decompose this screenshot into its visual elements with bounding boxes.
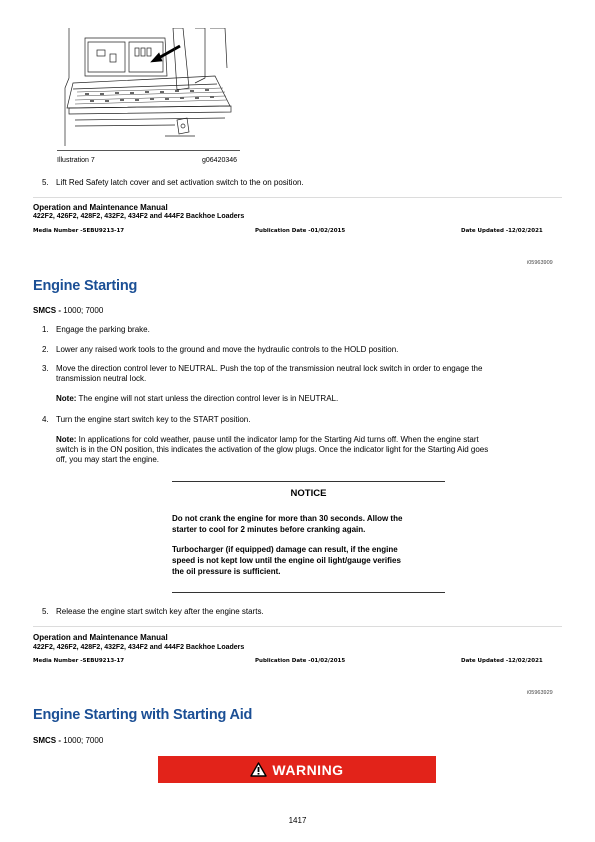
- header-divider: [33, 626, 562, 627]
- publication-date: Publication Date -01/02/2015: [255, 658, 346, 664]
- document-id: i05963909: [527, 260, 553, 266]
- notice-line: starter to cool for 2 minutes before cranking again.: [172, 525, 366, 534]
- step-number: 1.: [42, 325, 49, 334]
- step-number: 2.: [42, 345, 49, 354]
- step-text: Engage the parking brake.: [56, 325, 150, 334]
- note-label: Note:: [56, 394, 77, 403]
- smcs-line: [33, 736, 103, 745]
- notice-paragraph: [172, 544, 401, 577]
- notice-bottom-rule: [172, 592, 445, 593]
- notice-line: Turbocharger (if equipped) damage can result, if the engine: [172, 545, 398, 554]
- note-label: Note:: [56, 435, 77, 444]
- notice-paragraph: [172, 513, 402, 535]
- note-text-line: off, you may start the engine.: [56, 455, 160, 464]
- notice-title: NOTICE: [290, 488, 327, 499]
- warning-triangle-icon: [250, 762, 267, 777]
- header-divider: [33, 197, 562, 198]
- illustration-caption: Illustration 7: [57, 157, 95, 164]
- smcs-codes: 1000; 7000: [61, 306, 104, 315]
- note-text-line: In applications for cold weather, pause until the indicator lamp for the Starting Aid turns off. When the engine start: [76, 435, 479, 444]
- note: [56, 435, 488, 465]
- date-updated: Date Updated -12/02/2021: [461, 658, 543, 664]
- models-line: 422F2, 426F2, 428F2, 432F2, 434F2 and 444F2 Backhoe Loaders: [33, 644, 245, 651]
- step-text: Release the engine start switch key after the engine starts.: [56, 607, 264, 616]
- step-item: [42, 607, 264, 617]
- note: [56, 394, 338, 404]
- media-number: Media Number -SEBU9213-17: [33, 658, 125, 664]
- note-text-line: switch is in the ON position, this indicates the activation of the glow plugs. Once the indicator light for the Starting Aid goes: [56, 445, 489, 454]
- notice-top-rule: [172, 481, 445, 482]
- section-heading: Engine Starting: [33, 278, 138, 294]
- safety-latch-drawing: [55, 28, 245, 146]
- step-text: Turn the engine start switch key to the START position.: [56, 415, 251, 424]
- section-heading: Engine Starting with Starting Aid: [33, 707, 253, 723]
- page-number: 1417: [288, 816, 307, 825]
- step-number: 4.: [42, 415, 49, 424]
- step-item: [42, 364, 483, 384]
- step-text-line: Move the direction control lever to NEUTRAL. Push the top of the transmission neutral lock switch in order to engage the: [56, 364, 483, 373]
- publication-date: Publication Date -01/02/2015: [255, 228, 346, 234]
- warning-banner: [158, 756, 436, 783]
- date-updated: Date Updated -12/02/2021: [461, 228, 543, 234]
- warning-label: WARNING: [272, 761, 344, 778]
- illustration-figure: [55, 28, 245, 146]
- note-text: The engine will not start unless the direction control lever is in NEUTRAL.: [76, 394, 339, 403]
- step-text: Lift Red Safety latch cover and set activation switch to the on position.: [56, 178, 304, 187]
- smcs-label: SMCS -: [33, 736, 61, 745]
- notice-line: Do not crank the engine for more than 30 seconds. Allow the: [172, 514, 403, 523]
- step-item: [42, 178, 304, 188]
- step-item: [42, 415, 251, 425]
- notice-line: speed is not kept low until the engine oil light/gauge verifies: [172, 556, 401, 565]
- manual-title: Operation and Maintenance Manual: [33, 633, 168, 642]
- manual-title: Operation and Maintenance Manual: [33, 203, 168, 212]
- step-number: 5.: [42, 178, 49, 187]
- smcs-codes: 1000; 7000: [61, 736, 104, 745]
- caption-rule: [57, 150, 240, 151]
- illustration-id: g06420346: [202, 157, 238, 164]
- step-item: [42, 325, 150, 335]
- step-text-line: transmission neutral lock.: [56, 374, 147, 383]
- smcs-label: SMCS -: [33, 306, 61, 315]
- media-number: Media Number -SEBU9213-17: [33, 228, 125, 234]
- step-text: Lower any raised work tools to the ground and move the hydraulic controls to the HOLD position.: [56, 345, 399, 354]
- notice-line: the oil pressure is sufficient.: [172, 567, 281, 576]
- step-number: 3.: [42, 364, 49, 373]
- step-number: 5.: [42, 607, 49, 616]
- models-line: 422F2, 426F2, 428F2, 432F2, 434F2 and 444F2 Backhoe Loaders: [33, 213, 245, 220]
- step-item: [42, 345, 399, 355]
- document-id: i05963929: [527, 690, 553, 696]
- smcs-line: [33, 306, 103, 315]
